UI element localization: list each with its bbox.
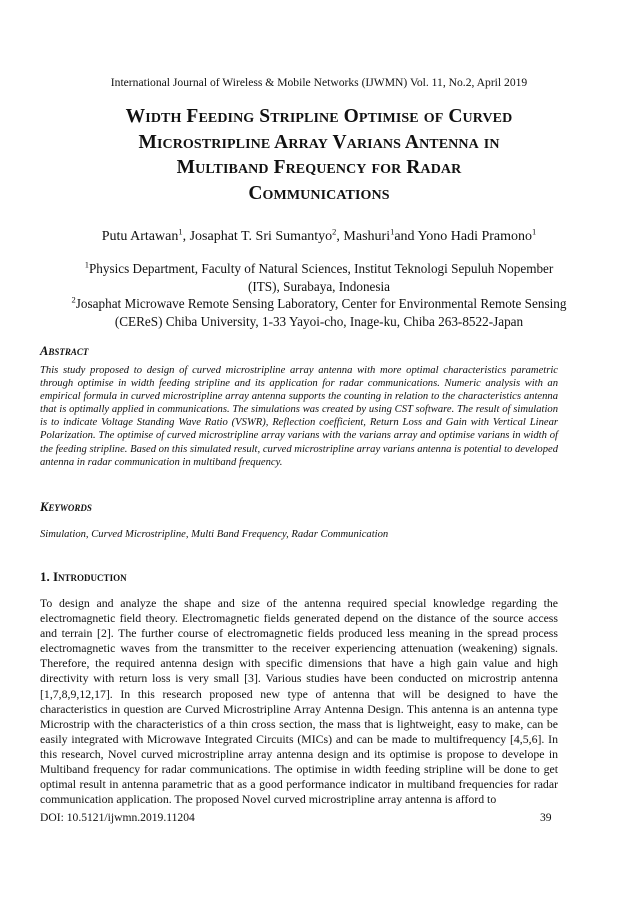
doi-footer: DOI: 10.5121/ijwmn.2019.11204 [40,811,195,824]
introduction-body: To design and analyze the shape and size of the antenna required special knowledge regarding the electromagnetic field theory. Electromagnetic fields generated depend on the distance of the source access and terrain [2]. The further course of electromagnetic fields produced less meaning in the spread process electromagnetic waves from the transmitter to the receiver experiencing attenuation (weakening) signals. Therefore, the required antenna design with specific dimensions that have a high gain value and high directivity with return loss is very small [3]. Various studies have been conducted on microstrip antenna [1,7,8,9,12,17]. In this research proposed new type of antenna that will be designed to have the characteristics in question are Curved Microstripline Array Antenna Design. This antenna is an antenna type Microstrip with the characteristics of a thin cross section, the mass that is lightweight, easy to make, can be easily integrated with Microwave Integrated Circuits (MICs) and can be made to multifrequency [4,5,6]. In this research, Novel curved microstripline array antenna design and its optimise is propose to develope in Multiband frequency for radar communications. The optimise in width feeding stripline will be done to get optimal result in antenna parametric that as a good performance indicator in multiband frequencies for radar communication application. The proposed Novel curved microstripline array antenna is afford to [40,596,558,807]
affiliation-mark: 1 [84,259,89,270]
author-name: Mashuri [343,229,391,244]
author-name: Putu Artawan [101,229,179,244]
title-line: Communications [248,182,390,204]
affiliation-1 [70,260,568,295]
abstract-heading: Abstract [40,344,89,358]
author-affiliation-mark: 1 [532,226,537,237]
author-separator: , [182,229,190,244]
author-separator: and [394,229,418,244]
affiliation-text: Josaphat Microwave Remote Sensing Laboratory, Center for Environmental Remote Sensing (CEReS) Chiba University, 1-33 Yayoi-cho, Inage-ku, Chiba 263-8522-Japan [75,296,567,329]
journal-header: International Journal of Wireless & Mobile Networks (IJWMN) Vol. 11, No.2, April 2019 [110,76,528,89]
section-title: Introduction [53,569,127,584]
title-line: Width Feeding Stripline Optimise of Curved [125,106,513,127]
introduction-heading [40,569,127,585]
author-name: Josaphat T. Sri Sumantyo [189,229,333,244]
keywords-heading: Keywords [40,500,92,514]
abstract-body: This study proposed to design of curved microstripline array antenna with more optimal characteristics parametric through optimise in width feeding stripline and its application for radar communications. Numeric analysis with an empirical formula in curved microstripline array antenna supports the counting in relation to the characteristics antenna that is optimally applied in communications. The simulations was created by using CST software. The result of simulation is to indicate Voltage Standing Wave Ratio (VSWR), Reflection coefficient, Return Loss and Gain with Vertical Linear Polarization. The optimise of curved microstripline array varians with the varians array and optimise varians in width of the feeding stripline. Based on this simulated result, curved microstripline array varians antenna is potential to developed antenna in radar communication in multiband frequency. [40,365,558,468]
author-name: Yono Hadi Pramono [417,229,533,244]
affiliation-2 [70,295,568,330]
affiliation-text: Physics Department, Faculty of Natural Sciences, Institut Teknologi Sepuluh Nopember (ITS), Surabaya, Indonesia [88,261,554,294]
title-line: Multiband Frequency for Radar [176,157,462,178]
keywords-body: Simulation, Curved Microstripline, Multi Band Frequency, Radar Communication [40,529,389,540]
affiliation-mark: 2 [71,294,76,305]
author-affiliation-mark: 1 [390,226,395,237]
author-affiliation-mark: 2 [332,226,337,237]
page-number: 39 [540,811,552,824]
title-line: Microstripline Array Varians Antenna in [138,131,500,153]
author-separator: , [336,229,344,244]
section-number: 1. [40,569,53,584]
author-list [0,226,638,245]
author-affiliation-mark: 1 [178,226,183,237]
paper-title [60,104,578,206]
